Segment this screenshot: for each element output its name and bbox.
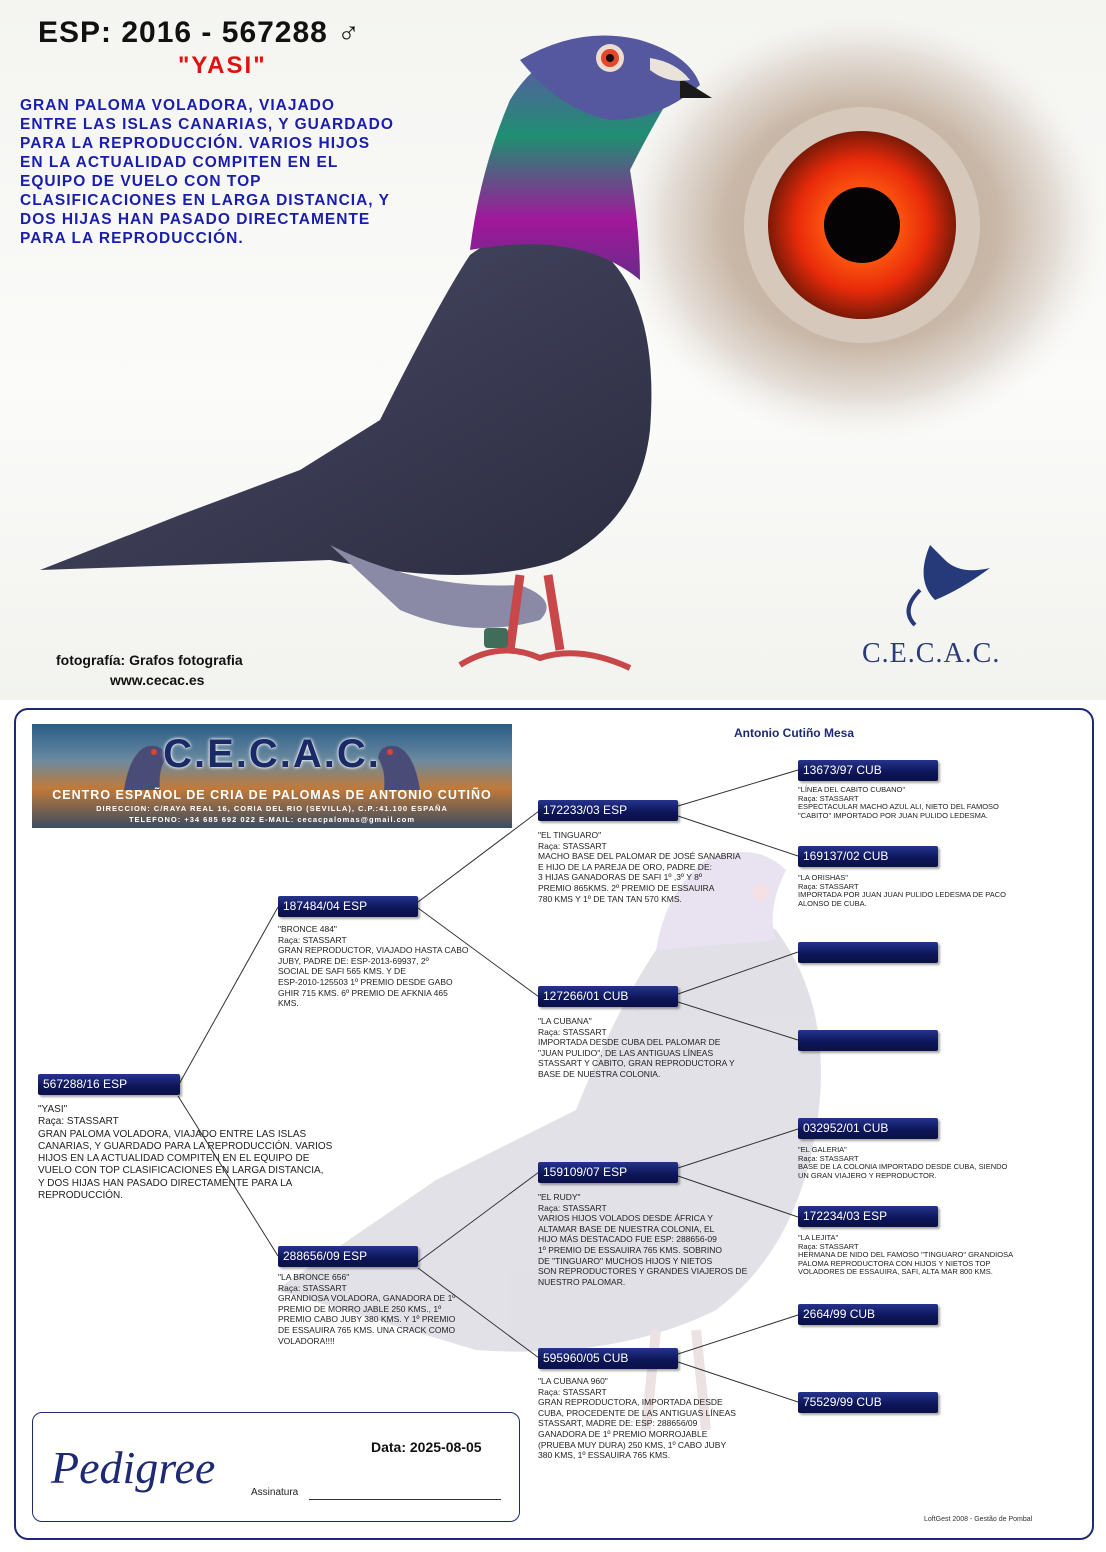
info-line: ALONSO DE CUBA. (798, 898, 867, 908)
sss-name: "LÍNEA DEL CABITO CUBANO" (798, 785, 906, 794)
dam-sire-ring-box[interactable]: 159109/07 ESP (538, 1162, 678, 1183)
info-line: REPRODUCCIÓN. (38, 1190, 124, 1202)
info-line: IMPORTADA POR JUAN JUAN PULIDO LEDESMA DE PACO (798, 890, 1006, 900)
info-line: JUBY, PADRE DE: ESP-2013-69937, 2º (278, 955, 429, 966)
sire-ring-box[interactable]: 187484/04 ESP (278, 896, 418, 917)
description-line: PARA LA REPRODUCCIÓN. VARIOS HIJOS (20, 135, 371, 152)
info-line: PREMIO CABO JUBY 380 KMS. Y 1º PREMIO (278, 1314, 456, 1325)
website-link[interactable]: www.cecac.es (110, 672, 205, 688)
subject-name: "YASI" (38, 1104, 68, 1115)
sire-name: "BRONCE 484" (278, 924, 337, 934)
info-line: DE ESSAUIRA 765 KMS. UNA CRACK COMO (278, 1324, 456, 1335)
dam-dam-race: Raça: STASSART (538, 1386, 607, 1397)
ssd-ring-box[interactable]: 169137/02 CUB (798, 846, 938, 867)
cecac-logo-icon (924, 545, 990, 600)
info-line: (PRUEBA MUY DURA) 250 KMS, 1º CABO JUBY (538, 1439, 727, 1450)
info-line: VARIOS HIJOS VOLADOS DESDE ÁFRICA Y (538, 1213, 713, 1224)
dam-info (278, 1272, 488, 1346)
info-line: CUBA, PROCEDENTE DE LAS ANTIGUAS LÍNEAS (538, 1407, 736, 1418)
info-line: HIJOS EN LA ACTUALIDAD COMPITEN EN EL EQUIPO DE (38, 1153, 310, 1165)
sire-dam-info (538, 1016, 774, 1080)
description-line: PARA LA REPRODUCCIÓN. (20, 230, 244, 247)
info-line: 3 HIJAS GANADORAS DE SAFI 1º ,3º Y 8º (538, 872, 702, 883)
dam-sire-race: Raça: STASSART (538, 1202, 607, 1213)
info-line: PREMIO 865KMS. 2º PREMIO DE ESSAUIRA (538, 882, 715, 893)
ring-title: ESP: 2016 - 567288 ♂ (38, 16, 361, 49)
owner-name: Antonio Cutiño Mesa (734, 726, 854, 740)
info-line: SON REPRODUCTORES Y GRANDES VIAJEROS DE (538, 1266, 748, 1277)
dsd-name: "LA LEJITA" (798, 1233, 839, 1242)
info-line: GHIR 715 KMS. 6º PREMIO DE AFKNIA 465 (278, 987, 448, 998)
dsd-info (798, 1234, 1078, 1277)
pedigree-title: Pedigree (51, 1442, 216, 1493)
info-line: PALOMA REPRODUCTORA CON HIJOS Y NIETOS TOP (798, 1258, 991, 1268)
info-line: GRAN REPRODUCTOR, VIAJADO HASTA CABO (278, 945, 469, 956)
subject-ring-box[interactable]: 567288/16 ESP (38, 1074, 180, 1095)
info-line: BASE DE NUESTRA COLONIA. (538, 1068, 661, 1079)
cecac-banner (32, 724, 512, 828)
ssd-name: "LA ORISHAS" (798, 873, 848, 882)
dam-dam-ring-box[interactable]: 595960/05 CUB (538, 1348, 678, 1369)
banner-subtitle: CENTRO ESPAÑOL DE CRIA DE PALOMAS DE ANTONIO CUTIÑO (52, 788, 492, 802)
pedigree-sheet (14, 708, 1094, 1540)
subject-info (38, 1104, 368, 1202)
info-line: UN GRAN VIAJERO Y REPRODUCTOR. (798, 1170, 937, 1180)
sire-sire-info (538, 830, 774, 904)
ssd-info (798, 874, 1078, 908)
info-line: 1º PREMIO DE ESSAUIRA 765 KMS. SOBRINO (538, 1244, 723, 1255)
info-line: 780 KMS Y 1º DE TAN TAN 570 KMS. (538, 893, 682, 904)
info-line: Y DOS HIJAS HAN PASADO DIRECTAMENTE PARA LA (38, 1177, 293, 1189)
sire-race: Raça: STASSART (278, 934, 347, 945)
subject-race: Raça: STASSART (38, 1116, 119, 1128)
description-line: ENTRE LAS ISLAS CANARIAS, Y GUARDADO (20, 116, 394, 133)
description-line: EQUIPO DE VUELO CON TOP (20, 173, 262, 190)
info-line: 380 KMS, 1º ESSAUIRA 765 KMS. (538, 1450, 671, 1461)
info-line: HERMANA DE NIDO DEL FAMOSO "TINGUARO" GRANDIOSA (798, 1250, 1014, 1260)
description-line: DOS HIJAS HAN PASADO DIRECTAMENTE (20, 211, 371, 228)
info-line: GRANDIOSA VOLADORA, GANADORA DE 1º (278, 1293, 456, 1304)
dam-ring-box[interactable]: 288656/09 ESP (278, 1246, 418, 1267)
info-line: STASSART Y CABITO, GRAN REPRODUCTORA Y (538, 1058, 735, 1069)
info-line: GRAN PALOMA VOLADORA, VIAJADO ENTRE LAS ISLAS (38, 1128, 307, 1140)
signature-line (309, 1499, 501, 1500)
info-line: VOLADORES DE ESSAUIRA, SAFI, ALTA MAR 800 KMS. (798, 1267, 993, 1277)
sds-ring-box[interactable] (798, 942, 938, 963)
ssd-race: Raça: STASSART (798, 881, 859, 891)
dsd-race: Raça: STASSART (798, 1241, 859, 1251)
info-line: PREMIO DE MORRO JABLE 250 KMS., 1º (278, 1303, 442, 1314)
info-line: GRAN REPRODUCTORA, IMPORTADA DESDE (538, 1397, 723, 1408)
software-credit: LoftGest 2008 - Gestão de Pombal (924, 1516, 1033, 1523)
dss-ring-box[interactable]: 032952/01 CUB (798, 1118, 938, 1139)
dds-ring-box[interactable]: 2664/99 CUB (798, 1304, 938, 1325)
info-line: MACHO BASE DEL PALOMAR DE JOSÉ SANABRIA (538, 851, 741, 862)
info-line: "JUAN PULIDO", DE LAS ANTIGUAS LÍNEAS (538, 1047, 714, 1058)
info-line: VUELO CON TOP CLASIFICACIONES EN LARGA DISTANCIA, (38, 1165, 324, 1177)
info-line: NUESTRO PALOMAR. (538, 1276, 626, 1287)
pedigree-footer (32, 1412, 520, 1522)
info-line: ESP-2010-125503 1º PREMIO DESDE GABO (278, 976, 453, 987)
info-line: E HIJO DE LA PAREJA DE ORO, PADRE DE: (538, 861, 712, 872)
top-description (20, 96, 490, 248)
description-line: EN LA ACTUALIDAD COMPITEN EN EL (20, 154, 339, 171)
sire-dam-race: Raça: STASSART (538, 1026, 607, 1037)
info-line: HIJO MÁS DESTACADO FUE ESP: 288656-09 (538, 1234, 717, 1245)
sire-sire-race: Raça: STASSART (538, 840, 607, 851)
info-line: ALTAMAR BASE DE NUESTRA COLONIA, EL (538, 1223, 715, 1234)
signature-label: Assinatura (251, 1487, 299, 1498)
pedigree-date: Data: 2025-08-05 (371, 1439, 482, 1455)
brand-name: C.E.C.A.C. (862, 638, 1001, 669)
poster-header (0, 0, 1106, 700)
sire-dam-ring-box[interactable]: 127266/01 CUB (538, 986, 678, 1007)
info-line: STASSART, MADRE DE: ESP: 288656/09 (538, 1418, 698, 1429)
dam-sire-name: "EL RUDY" (538, 1192, 581, 1202)
sire-info (278, 924, 478, 1009)
dam-sire-info (538, 1192, 778, 1287)
dss-info (798, 1146, 1078, 1180)
description-line: CLASIFICACIONES EN LARGA DISTANCIA, Y (20, 192, 390, 209)
info-line: KMS. (278, 998, 299, 1009)
info-line: BASE DE LA COLONIA IMPORTADO DESDE CUBA, SIENDO (798, 1162, 1008, 1172)
dsd-ring-box[interactable]: 172234/03 ESP (798, 1206, 938, 1227)
description-line: GRAN PALOMA VOLADORA, VIAJADO (20, 97, 335, 114)
ddd-ring-box[interactable]: 75529/99 CUB (798, 1392, 938, 1413)
info-line: CANARIAS, Y GUARDADO PARA LA REPRODUCCIÓN. VARIOS (38, 1140, 333, 1152)
sss-race: Raça: STASSART (798, 793, 859, 803)
sire-sire-name: "EL TINGUARO" (538, 830, 602, 840)
photo-credit: fotografía: Grafos fotografia (56, 652, 243, 668)
dam-dam-info (538, 1376, 778, 1461)
banner-title: C.E.C.A.C. (163, 732, 381, 776)
sire-dam-name: "LA CUBANA" (538, 1016, 592, 1026)
eye-pupil (824, 187, 900, 263)
sdd-ring-box[interactable] (798, 1030, 938, 1051)
info-line: "CABITO" IMPORTADO POR JUAN PULIDO LEDESMA. (798, 810, 988, 820)
info-line: DE "TINGUARO" MUCHOS HIJOS Y NIETOS (538, 1255, 713, 1266)
dam-name: "LA BRONCE 656" (278, 1272, 350, 1282)
info-line: IMPORTADA DESDE CUBA DEL PALOMAR DE (538, 1037, 721, 1048)
info-line: SOCIAL DE SAFI 565 KMS. Y DE (278, 966, 406, 977)
dss-race: Raça: STASSART (798, 1153, 859, 1163)
banner-contact: TELEFONO: +34 685 692 022 E-MAIL: cecacpalomas@gmail.com (128, 815, 416, 824)
dss-name: "EL GALERIA" (798, 1145, 847, 1154)
dam-dam-name: "LA CUBANA 960" (538, 1376, 608, 1386)
info-line: VOLADORA!!!! (278, 1335, 335, 1346)
sss-info (798, 786, 1078, 820)
banner-address: DIRECCION: C/RAYA REAL 16, CORIA DEL RIO (SEVILLA), C.P.:41.100 ESPAÑA (96, 804, 448, 813)
info-line: GANADORA DE 1º PREMIO MORROJABLE (538, 1428, 708, 1439)
info-line: ESPECTACULAR MACHO AZUL ALI, NIETO DEL FAMOSO (798, 802, 999, 812)
sire-sire-ring-box[interactable]: 172233/03 ESP (538, 800, 678, 821)
nickname: "YASI" (178, 52, 267, 79)
sss-ring-box[interactable]: 13673/97 CUB (798, 760, 938, 781)
dam-race: Raça: STASSART (278, 1282, 347, 1293)
